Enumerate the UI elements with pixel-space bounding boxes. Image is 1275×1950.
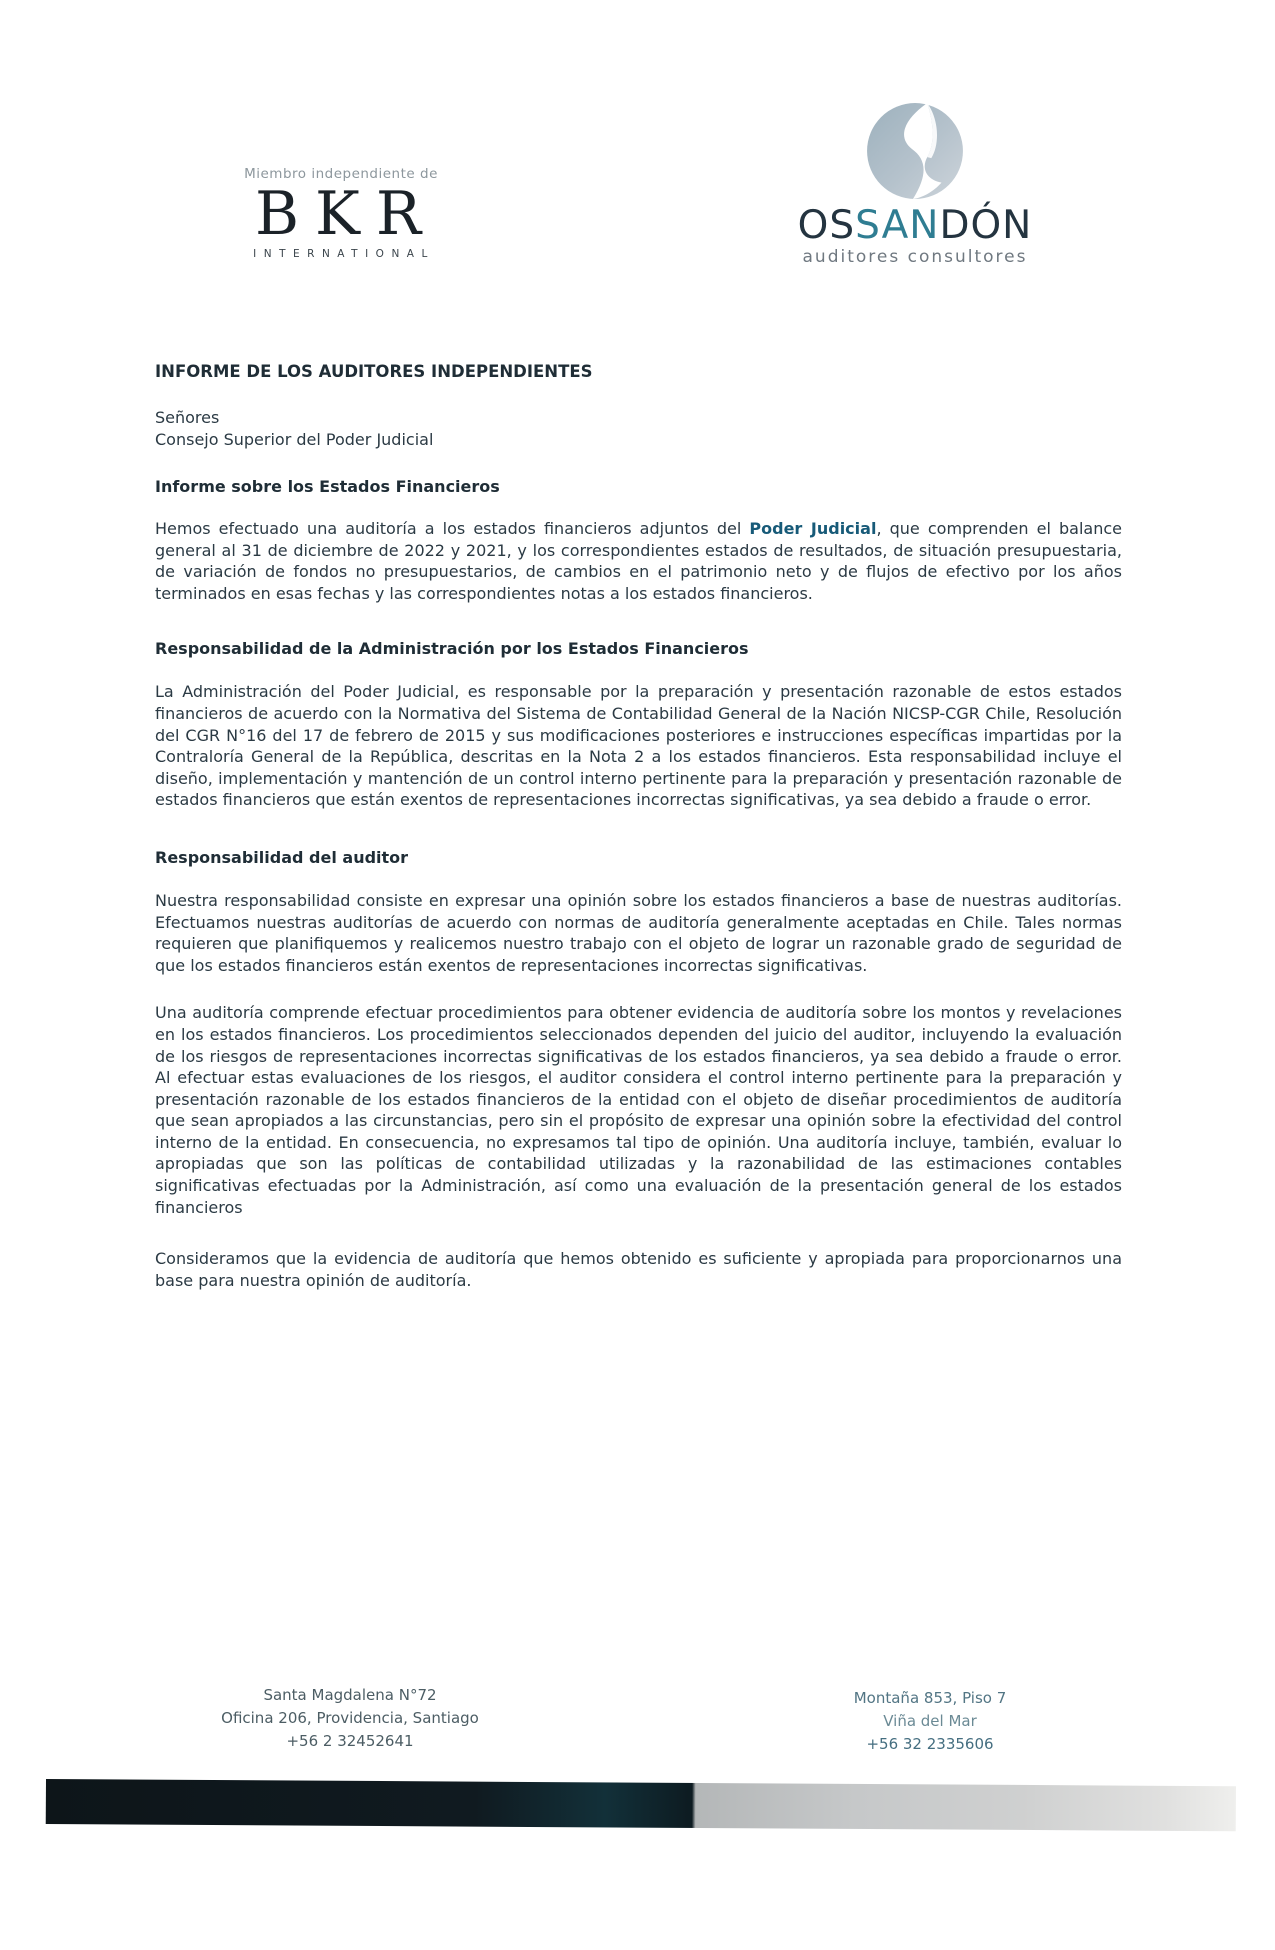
- santiago-office: Oficina 206, Providencia, Santiago: [221, 1709, 479, 1727]
- footer-divider-bar: [46, 1779, 1236, 1831]
- section-heading-admin-responsibility: Responsabilidad de la Administración por los Estados Financieros: [155, 639, 749, 659]
- ossandon-logo: [775, 100, 1055, 267]
- ossandon-swirl-icon: [862, 100, 968, 202]
- section-heading-auditor-responsibility: Responsabilidad del auditor: [155, 847, 409, 867]
- paragraph-audit-procedures: Una auditoría comprende efectuar procedimientos para obtener evidencia de auditoría sobre los montos y revelaciones en los estados financieros. Los procedimientos seleccionados dependen del juicio del auditor, incluyendo la evaluación de los riesgos de representaciones incorrectas significativas de los estados financieros, ya sea debido a fraude o error. Al efectuar estas evaluaciones de los riesgos, el auditor considera el control interno pertinente para la preparación y presentación razonable de los estados financieros de la entidad con el objeto de diseñar procedimientos de auditoría que sean apropiados a las circunstancias, pero sin el propósito de expresar una opinión sobre la efectividad del control interno de la entidad. En consecuencia, no expresamos tal tipo de opinión. Una auditoría incluye, también, evaluar lo apropiadas que son las políticas de contabilidad utilizadas y la razonabilidad de las estimaciones contables significativas efectuadas por la Administración, así como una evaluación de la presentación general de los estados financieros: [155, 1003, 1122, 1217]
- paragraph-intro: [155, 518, 1122, 604]
- ossandon-subtitle: auditores consultores: [802, 247, 1028, 267]
- bkr-wordmark: BKR: [254, 179, 438, 249]
- bkr-tagline: Miembro independiente de: [244, 166, 438, 182]
- addressee-line-2: Consejo Superior del Poder Judicial: [155, 429, 434, 449]
- paragraph-auditor-responsibility: Nuestra responsabilidad consiste en expresar una opinión sobre los estados financieros a base de nuestras auditorías. Efectuamos nuestras auditorías de acuerdo con normas de auditoría generalmente aceptadas en Chile. Tales normas requieren que planifiquemos y realicemos nuestro trabajo con el objeto de lograr un razonable grado de seguridad de que los estados financieros están exentos de representaciones incorrectas significativas.: [155, 890, 1122, 975]
- vina-city: Viña del Mar: [883, 1712, 977, 1730]
- ossandon-name-end: DÓN: [939, 203, 1033, 248]
- footer-address-santiago: [180, 1684, 520, 1753]
- ossandon-wordmark: [775, 205, 1055, 247]
- paragraph-intro-post: , que comprenden el balance general al 31 de diciembre de 2022 y 2021, y los correspondientes estados de resultados, de situación presupuestaria, de variación de fondos no presupuestarios, de cambios en el patrimonio neto y de flujos de efectivo por los años terminados en esas fechas y las correspondientes notas a los estados financieros.: [155, 519, 1123, 603]
- ossandon-name-mid: SAN: [855, 203, 940, 248]
- ossandon-name-start: OS: [797, 203, 856, 248]
- report-title: INFORME DE LOS AUDITORES INDEPENDIENTES: [155, 362, 593, 381]
- paragraph-admin-responsibility: La Administración del Poder Judicial, es responsable por la preparación y presentación razonable de estos estados financieros de acuerdo con la Normativa del Sistema de Contabilidad General de la Nación NICSP-CGR Chile, Resolución del CGR N°16 del 17 de febrero de 2015 y sus modificaciones posteriores e instrucciones específicas impartidas por la Contraloría General de la República, descritas en la Nota 2 a los estados financieros. Esta responsabilidad incluye el diseño, implementación y mantención de un control interno pertinente para la preparación y presentación razonable de estados financieros que están exentos de representaciones incorrectas significativas, ya sea debido a fraude o error.: [155, 682, 1122, 810]
- vina-phone: +56 32 2335606: [866, 1735, 994, 1753]
- santiago-street: Santa Magdalena N°72: [263, 1686, 437, 1704]
- vina-street: Montaña 853, Piso 7: [853, 1689, 1007, 1707]
- bkr-subtitle: INTERNATIONAL: [253, 248, 435, 260]
- report-body: [155, 361, 1122, 1291]
- footer-address-vina: [760, 1687, 1100, 1756]
- paragraph-intro-pre: Hemos efectuado una auditoría a los estados financieros adjuntos del: [155, 519, 750, 538]
- addressee-line-1: Señores: [155, 408, 220, 427]
- poder-judicial-emphasis: Poder Judicial: [749, 519, 877, 538]
- santiago-phone: +56 2 32452641: [286, 1732, 414, 1750]
- paragraph-conclusion: Consideramos que la evidencia de auditoría que hemos obtenido es suficiente y apropiada para proporcionarnos una base para nuestra opinión de auditoría.: [155, 1249, 1122, 1290]
- bkr-logo: [236, 166, 446, 260]
- addressee-block: [155, 407, 1122, 450]
- section-heading-financial-statements: Informe sobre los Estados Financieros: [155, 477, 500, 496]
